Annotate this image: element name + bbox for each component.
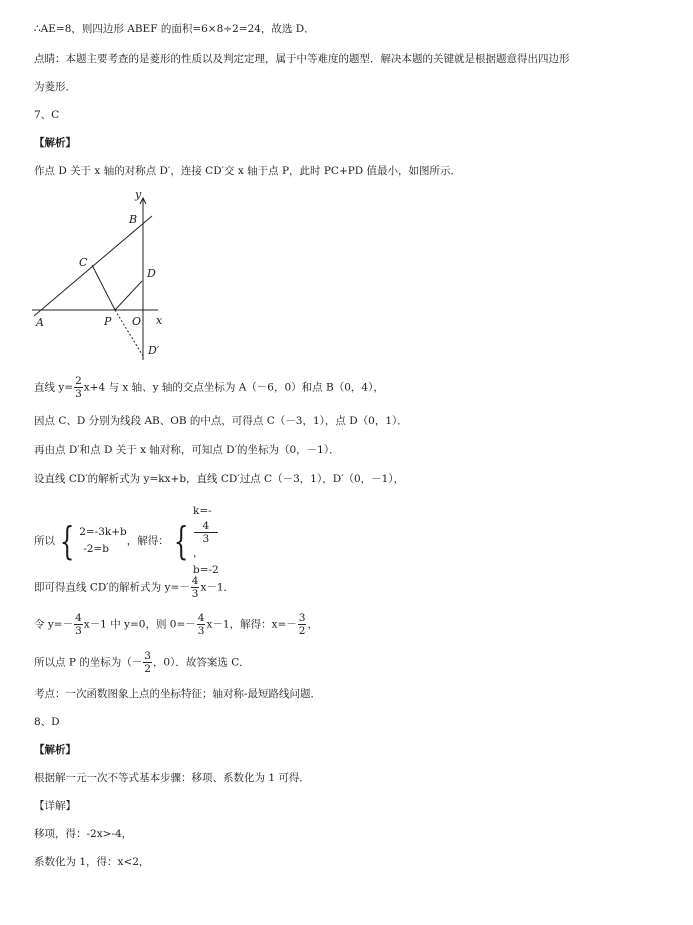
label-x: x (156, 314, 163, 327)
frac-den: 2 (144, 663, 151, 675)
text-span: ，解得： (126, 535, 169, 547)
frac-den: 3 (202, 533, 210, 545)
b-solution: b=-2 (192, 564, 219, 576)
text-span: 令 y=－ (34, 618, 74, 631)
frac-num: 4 (197, 612, 205, 624)
text-line-intercepts (34, 375, 384, 400)
fraction-3-2 (143, 650, 152, 675)
system-right (193, 503, 219, 579)
fraction-3-2 (298, 612, 307, 637)
label-b: B (129, 213, 138, 226)
segment-pd (115, 281, 142, 310)
coordinate-figure (28, 186, 178, 366)
text-line-symmetry: 再由点 D′和点 D 关于 x 轴对称，可知点 D′的坐标为（0，－1）． (34, 444, 340, 456)
frac-num: 2 (75, 375, 82, 387)
text-span: x－1，解得：x=－ (206, 618, 297, 631)
equation-2: -2=b (83, 543, 109, 555)
frac-num: 3 (298, 612, 306, 624)
frac-num: 4 (75, 612, 82, 624)
text-span: 所以 (34, 535, 55, 547)
detail-heading: 【详解】 (34, 800, 76, 812)
left-brace: { (173, 519, 189, 563)
frac-den: 3 (75, 625, 82, 637)
text-line-transpose: 移项，得：-2x>-4， (34, 828, 133, 840)
frac-num: 3 (144, 650, 151, 662)
text-line-kaodian: 考点：一次函数图象上点的坐标特征；轴对称-最短路线问题． (34, 688, 322, 700)
label-c: C (79, 256, 88, 269)
frac-num: 4 (194, 520, 218, 533)
analysis-heading-7: 【解析】 (34, 137, 76, 149)
text-line-setup: 设直线 CD′的解析式为 y=kx+b，直线 CD′过点 C（－3，1），D′（0，－1）， (34, 473, 405, 485)
left-brace: { (59, 519, 75, 563)
text-span: x－1． (200, 581, 235, 594)
text-line-comment: 点睛：本题主要考查的是菱形的性质以及判定定理，属于中等难度的题型．解决本题的关键就是根据题意得出四边形 (34, 53, 570, 65)
text-span: 直线 y= (34, 381, 74, 394)
label-o: O (132, 315, 142, 328)
k-solution: k=- (192, 505, 212, 517)
text-span: 所以点 P 的坐标为（－ (34, 656, 143, 669)
label-y: y (135, 188, 142, 201)
fraction-4-3 (194, 520, 218, 545)
text-line-steps: 根据解一元一次不等式基本步骤：移项、系数化为 1 可得． (34, 772, 310, 784)
frac-den: 2 (298, 625, 306, 637)
label-d-prime: D′ (148, 344, 160, 357)
system-left (79, 524, 127, 558)
text-line-coefficient: 系数化为 1，得：x<2， (34, 856, 150, 868)
label-p: P (104, 315, 112, 328)
fraction-4-3 (197, 612, 206, 637)
analysis-heading-8: 【解析】 (34, 744, 76, 756)
label-d: D (147, 267, 156, 280)
segment-cp (92, 265, 115, 310)
text-span: ， (192, 547, 204, 559)
text-span: x－1 中 y=0，则 0=－ (83, 618, 196, 631)
fraction-4-3 (74, 612, 83, 637)
text-line-intro: 作点 D 关于 x 轴的对称点 D′，连接 CD′交 x 轴于点 P，此时 PC+PD 值最小，如图所示． (34, 165, 462, 177)
text-line-comment-cont: 为菱形． (34, 81, 76, 93)
frac-den: 3 (197, 625, 205, 637)
frac-den: 3 (191, 588, 199, 600)
equation-system-line (34, 503, 219, 579)
question-8-answer: 8、D (34, 716, 60, 728)
equation-1: 2=-3k+b (79, 526, 127, 538)
text-line-result (34, 575, 234, 600)
text-line-solve-p (34, 612, 318, 637)
text-span: ， (307, 618, 318, 631)
label-a: A (36, 316, 44, 329)
frac-num: 4 (191, 575, 199, 587)
fraction-4-3 (191, 575, 200, 600)
frac-den: 3 (75, 388, 82, 400)
text-line-p-coord (34, 650, 250, 675)
text-line-area: ∴AE=8，则四边形 ABEF 的面积=6×8÷2=24，故选 D． (34, 23, 315, 35)
text-line-midpoints: 因点 C、D 分别为线段 AB、OB 的中点，可得点 C（－3，1），点 D（0，1）． (34, 415, 408, 427)
text-span: x+4 与 x 轴、y 轴的交点坐标为 A（－6，0）和点 B（0，4）， (83, 381, 384, 394)
question-7-answer: 7、C (34, 109, 60, 121)
text-span: 即可得直线 CD′的解析式为 y=－ (34, 581, 190, 594)
text-span: ，0）．故答案选 C． (152, 656, 250, 669)
fraction-2-3 (74, 375, 83, 400)
